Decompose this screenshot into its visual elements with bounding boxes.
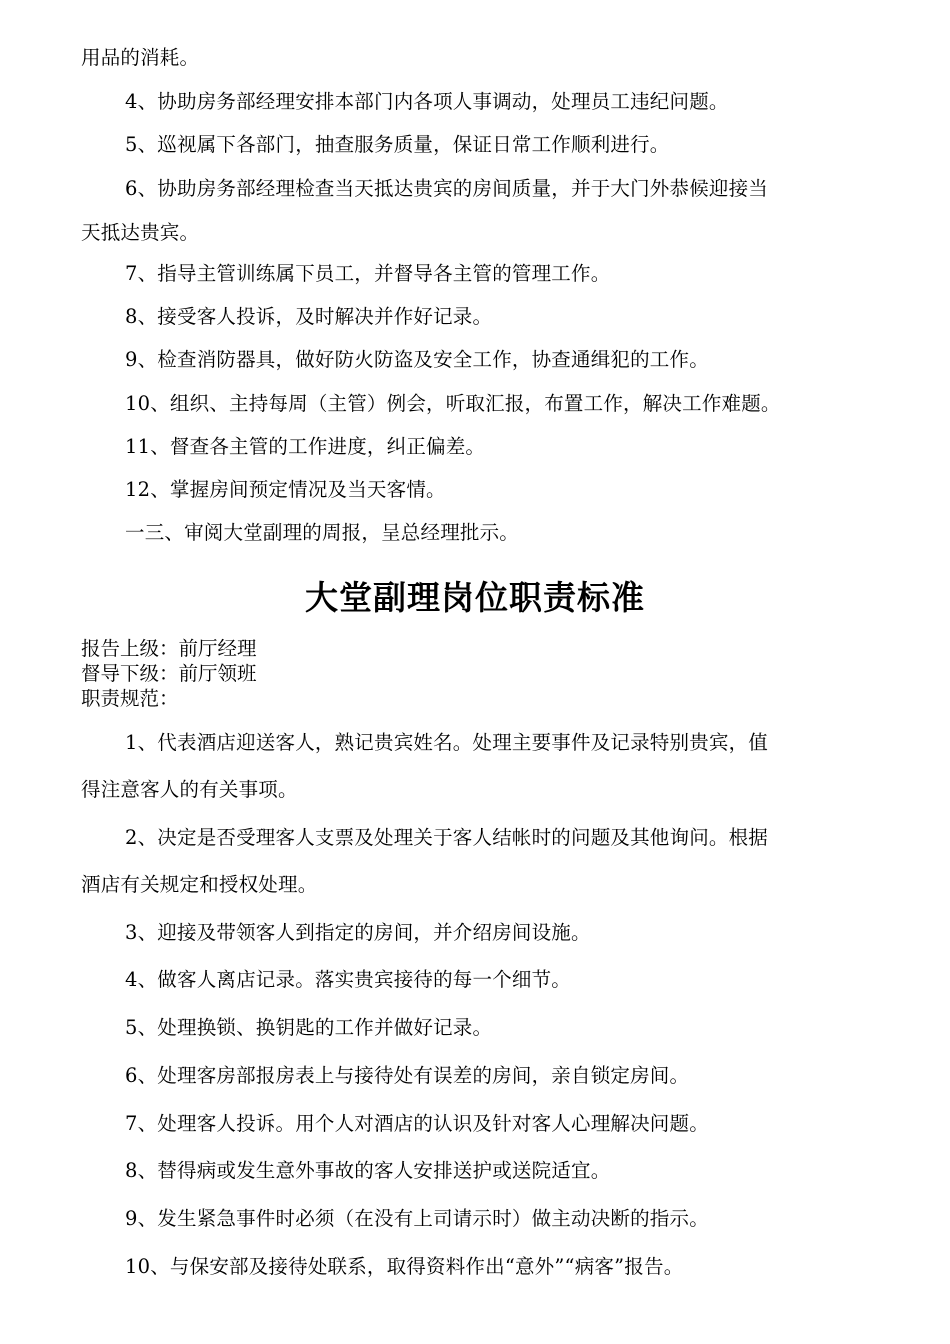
duty-item: 6、协助房务部经理检查当天抵达贵宾的房间质量，并于大门外恭候迎接当: [125, 177, 769, 200]
duty-item: 3、迎接及带领客人到指定的房间，并介绍房间设施。: [125, 921, 591, 944]
duty-item: 7、处理客人投诉。用个人对酒店的认识及针对客人心理解决问题。: [125, 1112, 709, 1135]
duty-item: 7、指导主管训练属下员工，并督导各主管的管理工作。: [125, 262, 611, 285]
duty-item-continuation: 酒店有关规定和授权处理。: [81, 873, 318, 896]
duty-item: 1、代表酒店迎送客人，熟记贵宾姓名。处理主要事件及记录特别贵宾，值: [125, 731, 769, 754]
supervise-line: 督导下级：前厅领班: [81, 662, 257, 685]
continuation-text: 用品的消耗。: [81, 46, 200, 69]
duty-item: 8、接受客人投诉，及时解决并作好记录。: [125, 305, 493, 328]
duty-item: 11、督查各主管的工作进度，纠正偏差。: [125, 435, 486, 458]
duty-item: 4、做客人离店记录。落实贵宾接待的每一个细节。: [125, 968, 572, 991]
duty-item: 12、掌握房间预定情况及当天客情。: [125, 478, 446, 501]
duty-item: 9、检查消防器具，做好防火防盗及安全工作，协查通缉犯的工作。: [125, 348, 709, 371]
duty-item-continuation: 得注意客人的有关事项。: [81, 778, 298, 801]
duty-item: 8、替得病或发生意外事故的客人安排送护或送院适宜。: [125, 1159, 611, 1182]
report-to-line: 报告上级：前厅经理: [81, 637, 257, 660]
duty-item: 9、发生紧急事件时必须（在没有上司请示时）做主动决断的指示。: [125, 1207, 709, 1230]
duty-item: 6、处理客房部报房表上与接待处有误差的房间，亲自锁定房间。: [125, 1064, 690, 1087]
duty-item: 4、协助房务部经理安排本部门内各项人事调动，处理员工违纪问题。: [125, 90, 729, 113]
section-title: 大堂副理岗位职责标准: [305, 578, 645, 617]
duty-item: 2、决定是否受理客人支票及处理关于客人结帐时的问题及其他询问。根据: [125, 826, 769, 849]
duties-label: 职责规范：: [81, 687, 179, 710]
duty-item: 一三、审阅大堂副理的周报，呈总经理批示。: [125, 521, 520, 544]
duty-item: 5、巡视属下各部门，抽查服务质量，保证日常工作顺利进行。: [125, 133, 670, 156]
duty-item: 10、与保安部及接待处联系，取得资料作出“意外”“病客”报告。: [125, 1255, 684, 1278]
duty-item: 10、组织、主持每周（主管）例会，听取汇报，布置工作，解决工作难题。: [125, 392, 781, 415]
duty-item: 5、处理换锁、换钥匙的工作并做好记录。: [125, 1016, 493, 1039]
duty-item-continuation: 天抵达贵宾。: [81, 221, 200, 244]
